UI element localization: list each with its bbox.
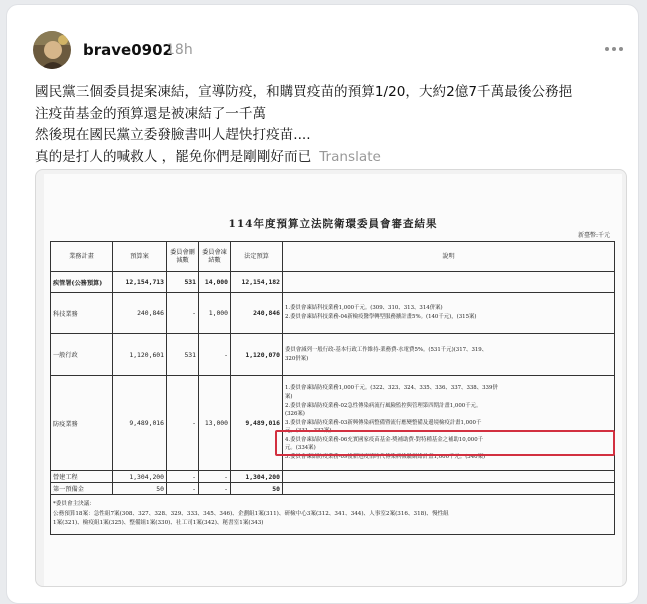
row-cut: - bbox=[167, 376, 199, 471]
row-notes bbox=[283, 376, 615, 471]
row-cut: - bbox=[167, 483, 199, 495]
row-notes bbox=[283, 471, 615, 483]
footnote-line: 1案(321)、檢疫組1案(325)、整備組1案(330)、社工司1案(342)、秘書室1案(343) bbox=[53, 520, 264, 527]
table-row bbox=[51, 471, 615, 483]
footnotes bbox=[51, 495, 615, 535]
post-line: 注疫苗基金的預算還是被凍結了一千萬 bbox=[35, 105, 267, 122]
budget-document bbox=[44, 174, 622, 586]
note-line: 案) bbox=[285, 393, 293, 400]
row-cut: 531 bbox=[167, 272, 199, 293]
post-card bbox=[6, 4, 639, 604]
note-line: 320併案) bbox=[285, 355, 309, 362]
row-name: 營建工程 bbox=[51, 471, 113, 483]
row-freeze: 14,000 bbox=[199, 272, 231, 293]
row-name: 疾管署(公務預算) bbox=[51, 272, 113, 293]
row-cut: - bbox=[167, 471, 199, 483]
row-legal: 9,489,016 bbox=[231, 376, 283, 471]
row-name: 一般行政 bbox=[51, 334, 113, 376]
table-row bbox=[51, 293, 615, 334]
table-footnote-row bbox=[51, 495, 615, 535]
row-freeze: - bbox=[199, 334, 231, 376]
row-legal: 240,846 bbox=[231, 293, 283, 334]
row-budget: 9,489,016 bbox=[113, 376, 167, 471]
row-legal: 1,120,070 bbox=[231, 334, 283, 376]
table-header: 委員會刪減數 bbox=[167, 242, 199, 272]
note-line: 5.委員會凍結防疫業務-09後新冠疫情時代傳染病檢驗網絡計畫1,000千元。(340案) bbox=[285, 454, 486, 461]
row-legal: 12,154,182 bbox=[231, 272, 283, 293]
row-freeze: - bbox=[199, 471, 231, 483]
highlight-box bbox=[275, 430, 615, 456]
row-notes bbox=[283, 293, 615, 334]
row-notes bbox=[283, 272, 615, 293]
note-line: 委員會減列一般行政-基本行政工作維持-業務費-水電費5%。(531千元)(317、319、 bbox=[285, 346, 488, 353]
post-line-last bbox=[35, 147, 635, 169]
row-freeze: 1,000 bbox=[199, 293, 231, 334]
row-budget: 1,304,200 bbox=[113, 471, 167, 483]
row-legal: 50 bbox=[231, 483, 283, 495]
row-notes bbox=[283, 483, 615, 495]
table-header: 委員會凍結數 bbox=[199, 242, 231, 272]
row-cut: - bbox=[167, 293, 199, 334]
row-budget: 12,154,713 bbox=[113, 272, 167, 293]
post-line: 真的是打人的喊救人 ，罷免你們是剛剛好而已 bbox=[35, 148, 312, 165]
username[interactable]: brave0902 bbox=[83, 41, 173, 59]
table-row bbox=[51, 483, 615, 495]
row-budget: 240,846 bbox=[113, 293, 167, 334]
document-title: 114年度預算立法院衛環委員會審查結果 bbox=[228, 218, 438, 230]
note-line: 3.委員會凍結防疫業務-03新興傳染病整備暨流行應變整備及邊境檢疫計畫1,000千 bbox=[285, 419, 482, 426]
note-line: 1.委員會凍結科技業務1,000千元。(309、310、313、314併案) bbox=[285, 305, 443, 312]
post-time: 18h bbox=[166, 42, 193, 58]
table-row bbox=[51, 272, 615, 293]
avatar[interactable] bbox=[33, 31, 71, 69]
translate-link[interactable]: Translate bbox=[319, 148, 381, 165]
table-row bbox=[51, 334, 615, 376]
budget-table bbox=[50, 241, 615, 535]
row-cut: 531 bbox=[167, 334, 199, 376]
avatar-image bbox=[33, 31, 71, 69]
row-freeze: 13,000 bbox=[199, 376, 231, 471]
table-header: 法定預算 bbox=[231, 242, 283, 272]
row-name: 科技業務 bbox=[51, 293, 113, 334]
row-name: 第一預備金 bbox=[51, 483, 113, 495]
row-budget: 1,120,601 bbox=[113, 334, 167, 376]
more-options-icon[interactable] bbox=[605, 43, 625, 55]
row-name: 防疫業務 bbox=[51, 376, 113, 471]
row-freeze: - bbox=[199, 483, 231, 495]
note-line: 1.委員會凍結防疫業務1,000千元。(322、323、324、335、336、337、338、339併 bbox=[285, 385, 498, 392]
footnote-line: 公務預算18案：急性組7案(308、327、328、329、333、345、346)、企劃組1案(311)、研檢中心3案(312、341、344)、人事室2案(316、318)、慢性組 bbox=[53, 510, 449, 517]
table-header-row bbox=[51, 242, 615, 272]
footnote-line: *委員會主決議： bbox=[53, 501, 95, 508]
document-unit: 新臺幣:千元 bbox=[577, 232, 610, 239]
note-line: 元。(334案) bbox=[285, 445, 316, 452]
row-legal: 1,304,200 bbox=[231, 471, 283, 483]
note-line: 2.委員會凍結科技業務-04新檢疫醫學轉型服務擴計畫5%。(140千元)，(315案) bbox=[285, 314, 477, 320]
post-line: 國民黨三個委員提案凍結，宣導防疫，和購買疫苗的預算1/20，大約2億7千萬最後公務挹 bbox=[35, 84, 573, 100]
note-line: 4.委員會凍結防疫業務-06充實國家疫苗基金-獎補助費-對特種基金之補助10,000千 bbox=[285, 436, 484, 443]
table-header: 業務計畫 bbox=[51, 242, 113, 272]
post-image[interactable] bbox=[35, 169, 627, 587]
row-budget: 50 bbox=[113, 483, 167, 495]
table-header: 說明 bbox=[283, 242, 615, 272]
note-line: 2.委員會凍結防疫業務-02急性傳染病流行風險監控與管理第四期計畫1,000千元。 bbox=[285, 402, 482, 409]
post-line: 然後現在國民黨立委發臉書叫人趕快打疫苗.... bbox=[35, 127, 311, 143]
note-line: 元。(331、332案) bbox=[285, 428, 332, 435]
row-notes bbox=[283, 334, 615, 376]
note-line: (326案) bbox=[285, 411, 305, 418]
table-row bbox=[51, 376, 615, 471]
table-header: 預算案 bbox=[113, 242, 167, 272]
post-body bbox=[35, 82, 635, 168]
